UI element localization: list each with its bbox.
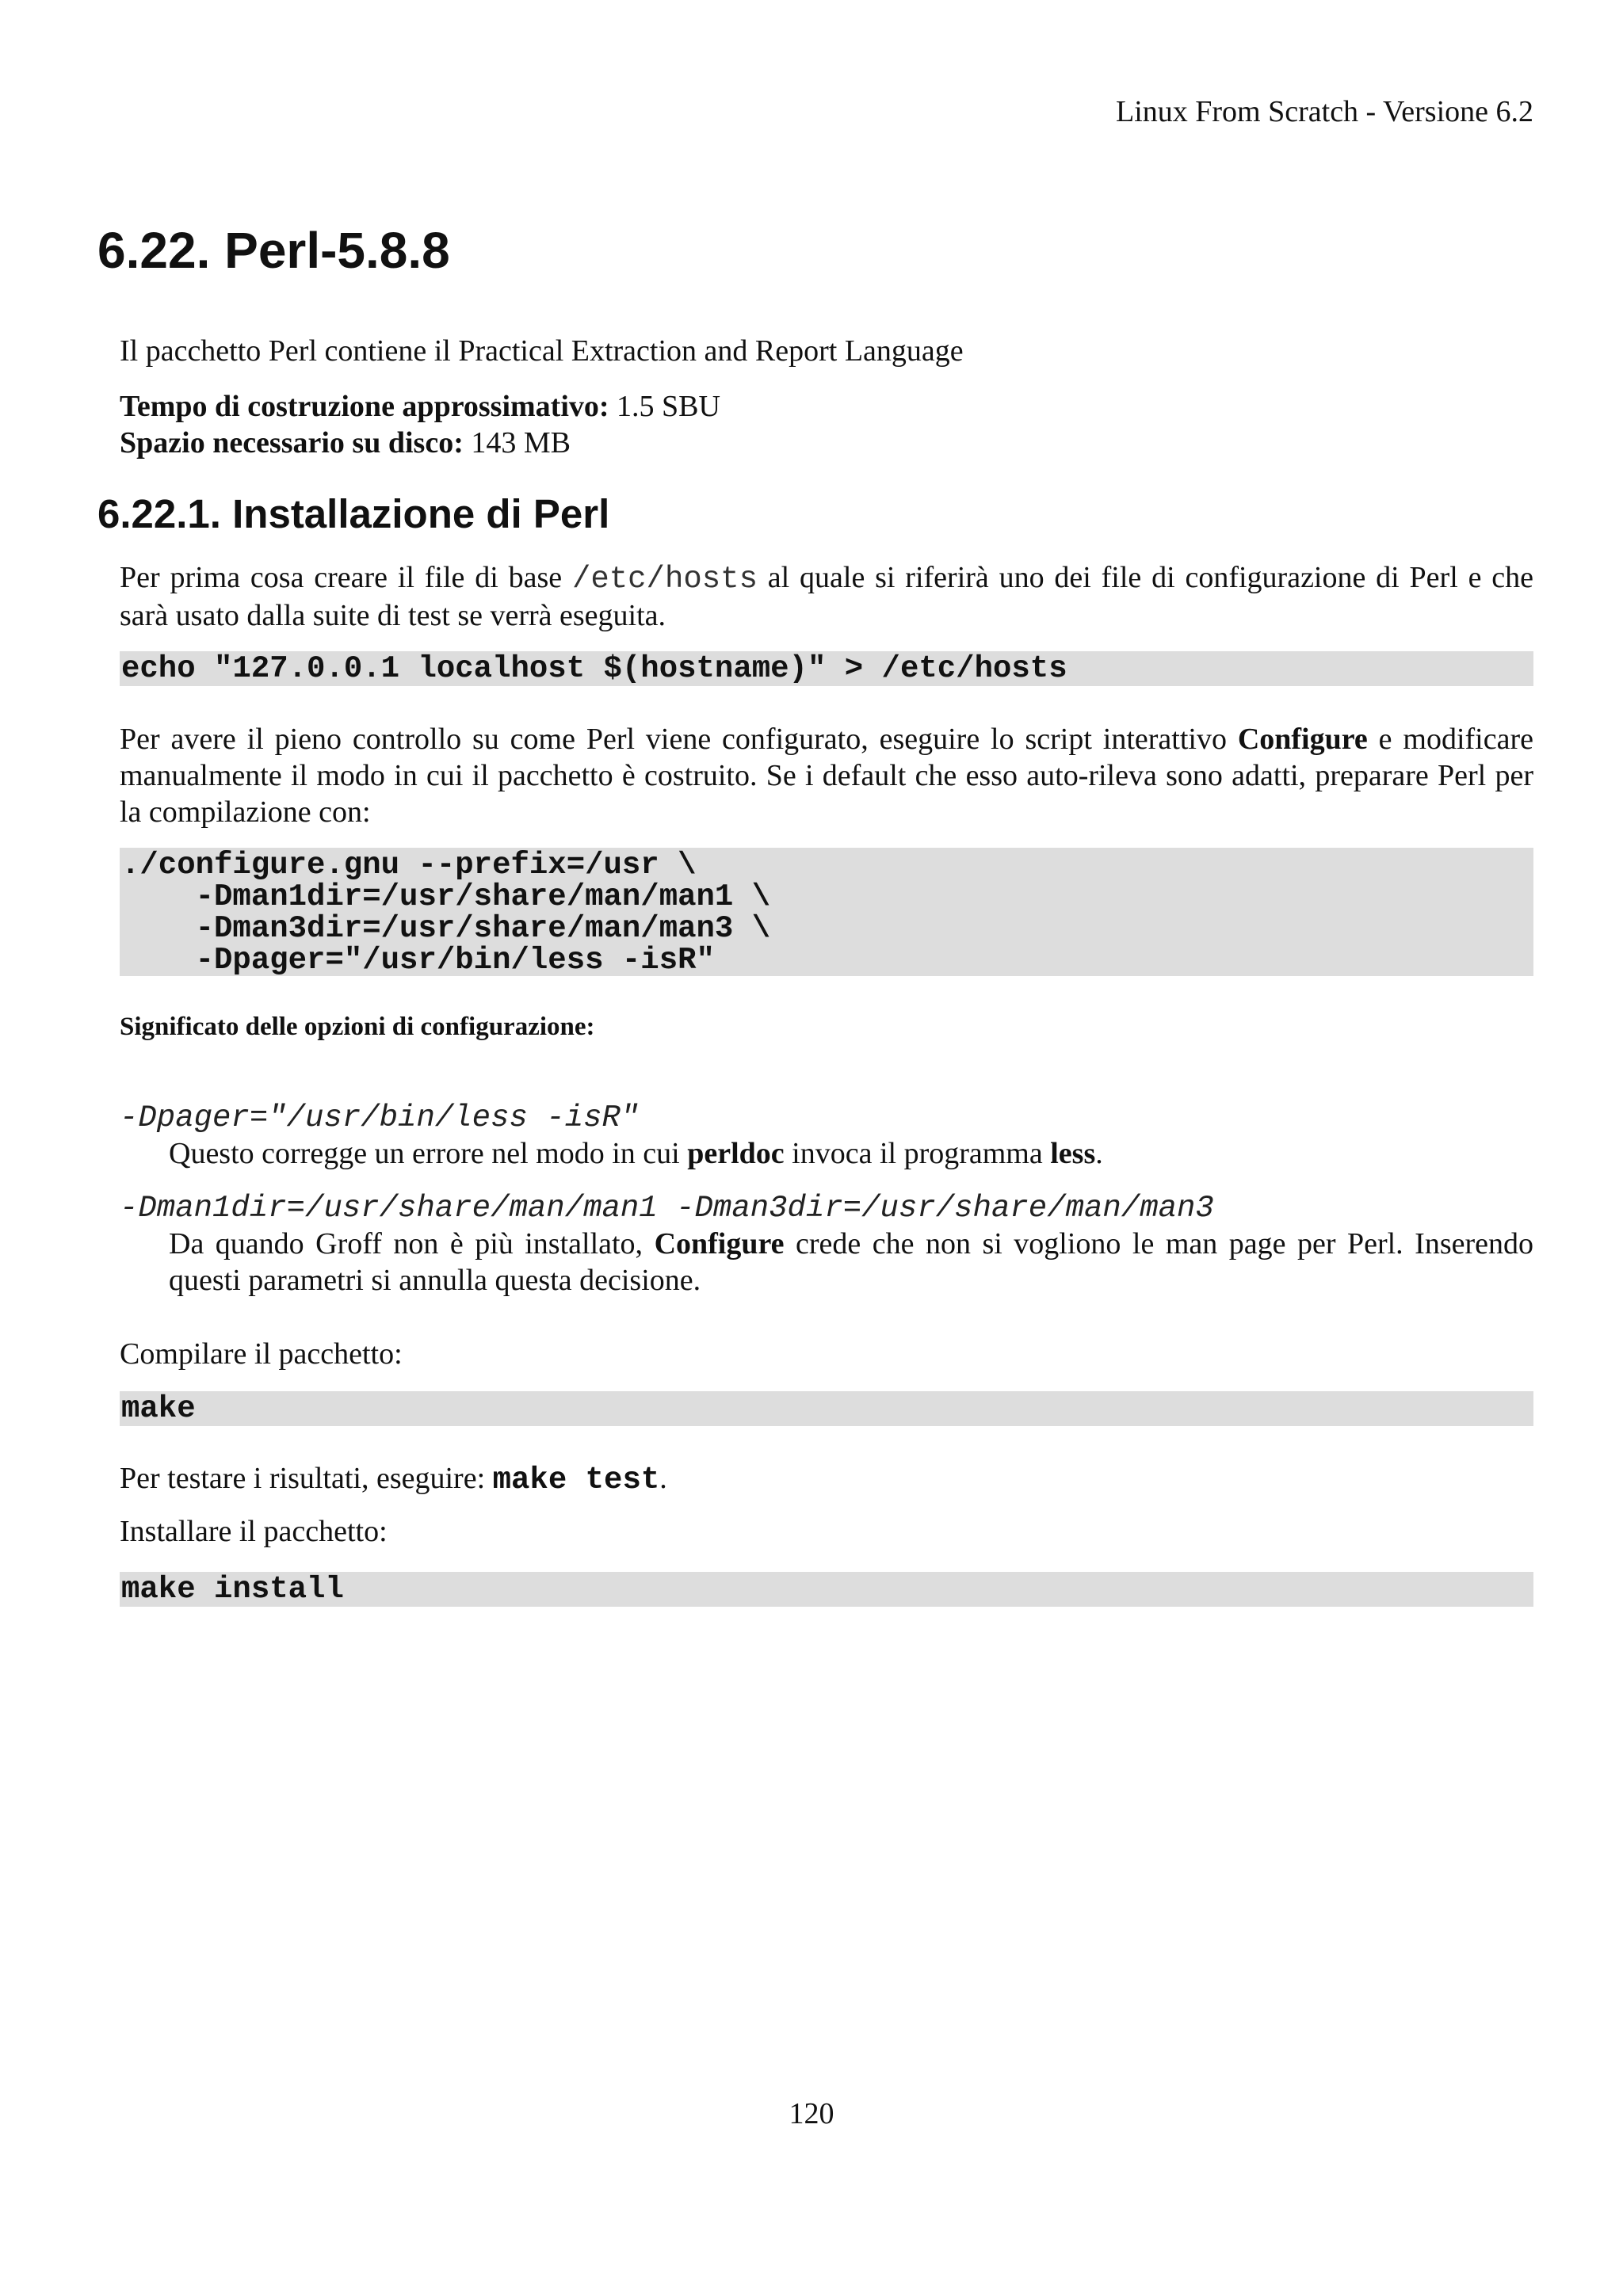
disk-space-line — [120, 425, 1533, 461]
hosts-text-after: al quale si riferirà uno dei file di configurazione di Perl e che sarà usato dalla suite di test se verrà eseguita. — [120, 561, 1533, 632]
install-instruction: Installare il pacchetto: — [120, 1515, 388, 1548]
build-time-line — [120, 388, 1533, 425]
hosts-path: /etc/hosts — [571, 562, 758, 597]
test-text-end: . — [659, 1462, 667, 1495]
option-desc-text: crede che non si vogliono le man page per Perl. Inserendo questi parametri si annulla questa decisione. — [169, 1227, 1533, 1297]
configure-paragraph — [120, 721, 1533, 830]
option-term: -Dman1dir=/usr/share/man/man1 -Dman3dir=/usr/share/man/man3 — [120, 1191, 1214, 1226]
perldoc-command: perldoc — [687, 1137, 785, 1170]
configure-script-name: Configure — [1237, 723, 1368, 756]
configure-command: Configure — [654, 1227, 785, 1261]
option-desc-text: Questo corregge un errore nel modo in cui — [169, 1137, 688, 1170]
hosts-paragraph — [120, 559, 1533, 634]
hosts-text-before: Per prima cosa creare il file di base — [120, 561, 572, 594]
configure-text-after: e modificare manualmente il modo in cui il pacchetto è costruito. Se i default che esso auto-rileva sono adatti, preparare Perl per la compilazione con: — [120, 723, 1533, 829]
disk-space-label: Spazio necessario su disco: — [120, 426, 464, 460]
package-description: Il pacchetto Perl contiene il Practical Extraction and Report Language — [120, 334, 964, 368]
section-title: 6.22.1. Installazione di Perl — [97, 491, 610, 536]
option-description — [169, 1135, 1533, 1172]
option-desc-text: invoca il programma — [784, 1137, 1051, 1170]
option-description — [169, 1226, 1533, 1299]
package-meta — [120, 388, 1533, 461]
test-instruction — [120, 1460, 1533, 1498]
code-block-install: make install — [120, 1572, 1533, 1607]
configure-text-before: Per avere il pieno controllo su come Perl viene configurato, eseguire lo script interattivo — [120, 723, 1238, 756]
build-time-value: 1.5 SBU — [609, 390, 720, 423]
code-block-make: make — [120, 1391, 1533, 1426]
option-desc-text: Da quando Groff non è più installato, — [169, 1227, 655, 1261]
page-number: 120 — [789, 2097, 834, 2130]
compile-instruction: Compilare il pacchetto: — [120, 1337, 403, 1371]
disk-space-value: 143 MB — [463, 426, 571, 460]
test-text: Per testare i risultati, eseguire: — [120, 1462, 493, 1495]
build-time-label: Tempo di costruzione approssimativo: — [120, 390, 609, 423]
test-command: make test — [492, 1463, 660, 1497]
code-block-configure: ./configure.gnu --prefix=/usr \ -Dman1dir=/usr/share/man/man1 \ -Dman3dir=/usr/share/man/man3 \ -Dpager="/usr/bin/less -isR" — [120, 848, 1533, 976]
running-header: Linux From Scratch - Versione 6.2 — [1116, 95, 1533, 128]
options-title: Significato delle opzioni di configurazione: — [120, 1013, 595, 1041]
option-term: -Dpager="/usr/bin/less -isR" — [120, 1100, 640, 1135]
less-command: less — [1050, 1137, 1096, 1170]
option-desc-text: . — [1095, 1137, 1103, 1170]
chapter-title: 6.22. Perl-5.8.8 — [97, 222, 450, 279]
code-block-hosts: echo "127.0.0.1 localhost $(hostname)" > /etc/hosts — [120, 651, 1533, 686]
